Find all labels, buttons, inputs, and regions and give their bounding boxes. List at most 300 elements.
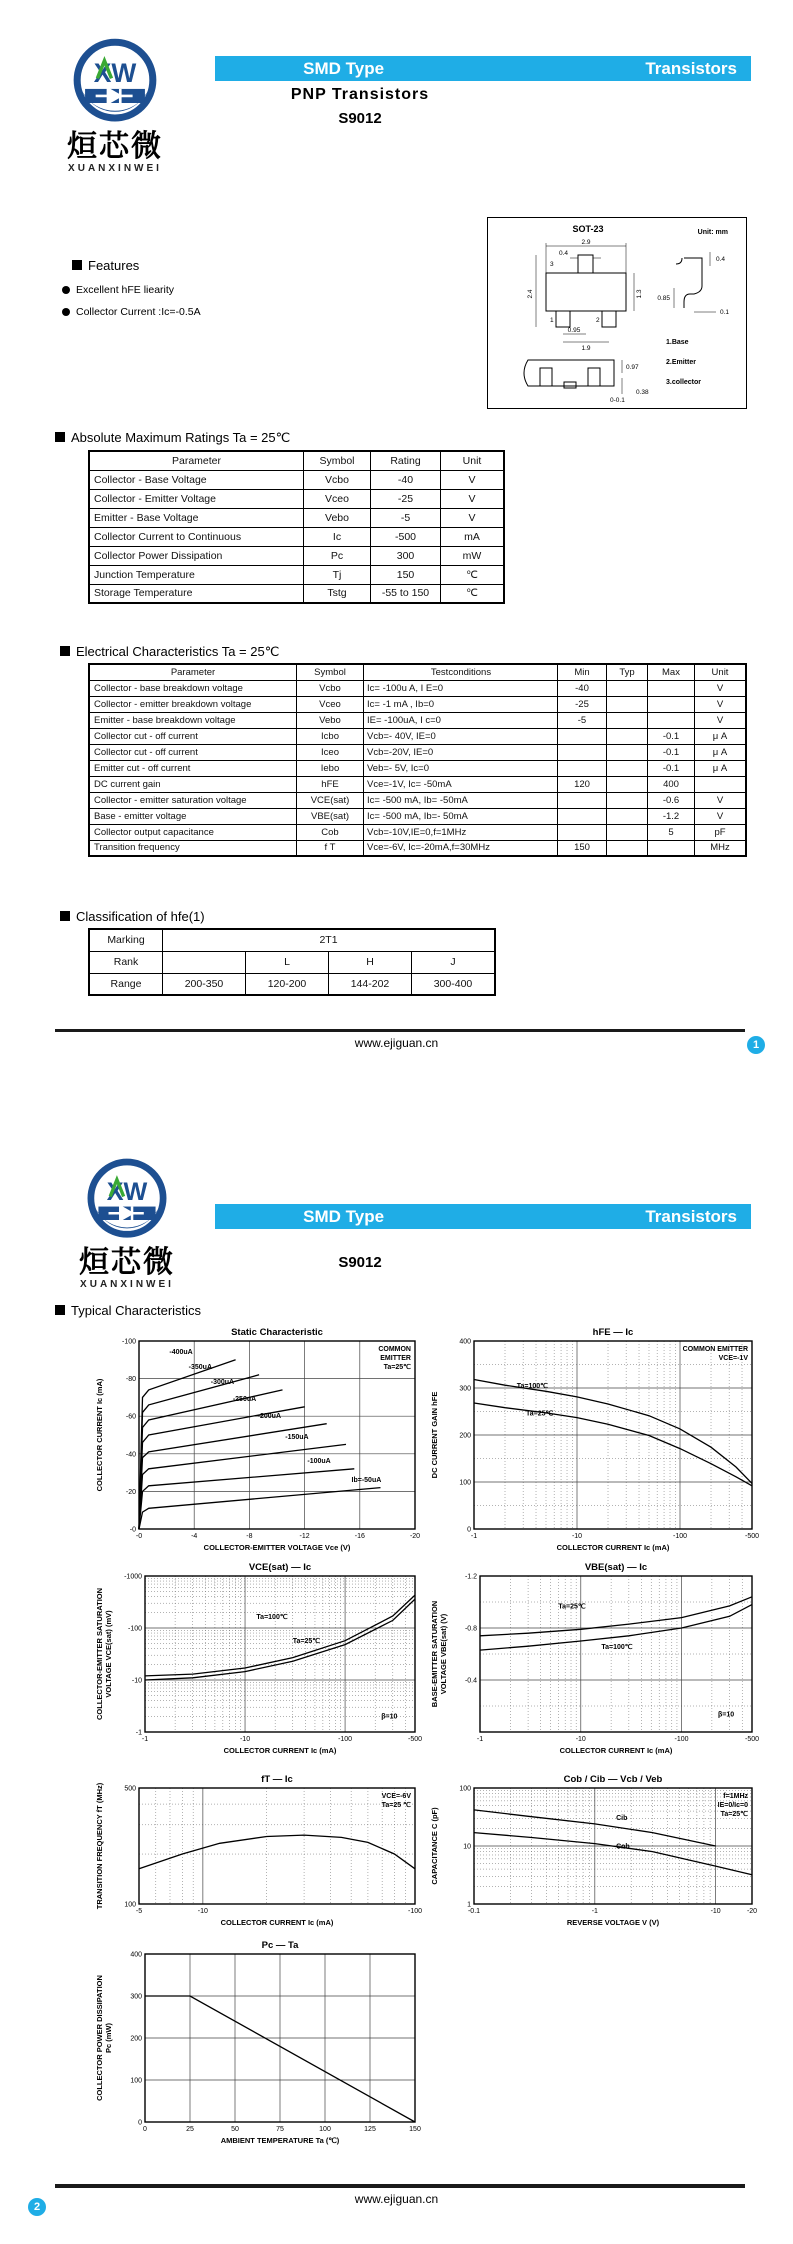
svg-text:200: 200	[130, 2035, 142, 2043]
electrical-characteristics-table	[88, 663, 747, 857]
table-cell	[607, 760, 648, 776]
table-cell: -55 to 150	[371, 584, 441, 603]
svg-text:DC CURRENT GAIN hFE: DC CURRENT GAIN hFE	[430, 1391, 439, 1479]
svg-text:-100: -100	[672, 1533, 688, 1540]
chart-vcesat-vs-ic	[95, 1560, 425, 1758]
chart-static-characteristic	[95, 1325, 425, 1555]
column-header: Symbol	[297, 664, 364, 680]
svg-text:100: 100	[124, 1901, 136, 1909]
elec-char-heading: Electrical Characteristics Ta = 25℃	[60, 644, 279, 660]
svg-text:-4: -4	[191, 1533, 198, 1540]
svg-text:1.Base: 1.Base	[666, 339, 689, 346]
svg-text:Ta=100℃: Ta=100℃	[256, 1613, 288, 1621]
table-cell: L	[246, 951, 329, 973]
classification-heading: Classification of hfe(1)	[60, 909, 205, 924]
brand-name-cn: 烜芯微	[67, 129, 163, 164]
table-row	[89, 973, 495, 995]
table-cell: V	[695, 712, 747, 728]
svg-text:2.Emitter: 2.Emitter	[666, 359, 696, 366]
footer-rule	[55, 2184, 745, 2188]
header-smd-type: SMD Type	[303, 1206, 385, 1226]
svg-text:0: 0	[138, 2119, 142, 2127]
table-cell	[558, 728, 607, 744]
svg-text:β=10: β=10	[718, 1711, 735, 1719]
table-cell: -5	[371, 508, 441, 527]
svg-text:-100: -100	[674, 1736, 689, 1743]
svg-text:2: 2	[596, 317, 600, 324]
table-cell: Vcb=- 40V, IE=0	[364, 728, 558, 744]
table-row	[89, 565, 504, 584]
table-cell	[558, 824, 607, 840]
table-cell	[607, 728, 648, 744]
chart-svg	[430, 1325, 762, 1555]
column-header: Parameter	[89, 664, 297, 680]
typical-characteristics-heading: Typical Characteristics	[55, 1303, 201, 1318]
svg-text:VCE=-6V: VCE=-6V	[381, 1793, 411, 1800]
table-cell: 150	[558, 840, 607, 856]
table-cell: 400	[648, 776, 695, 792]
column-header: Min	[558, 664, 607, 680]
svg-text:COLLECTOR-EMITTER VOLTAGE Vc: COLLECTOR-EMITTER VOLTAGE Vce (V)	[203, 1543, 351, 1552]
table-row	[89, 584, 504, 603]
chart-pc-vs-ta	[95, 1938, 425, 2148]
table-row	[89, 470, 504, 489]
table-cell: -0.6	[648, 792, 695, 808]
table-cell: 144-202	[329, 973, 412, 995]
svg-text:-10: -10	[131, 1677, 142, 1685]
table-cell: Collector Power Dissipation	[89, 546, 304, 565]
table-cell	[648, 712, 695, 728]
table-cell: Ic= -500 mA, Ib=- 50mA	[364, 808, 558, 824]
table-cell: μ A	[695, 760, 747, 776]
table-cell: MHz	[695, 840, 747, 856]
svg-text:10: 10	[463, 1843, 471, 1851]
svg-text:VOLTAGE VBE(sat) (V): VOLTAGE VBE(sat) (V)	[439, 1613, 448, 1695]
table-cell	[607, 840, 648, 856]
svg-text:100: 100	[319, 2126, 331, 2133]
svg-text:Ta=100℃: Ta=100℃	[516, 1383, 549, 1390]
chart-svg	[95, 1772, 425, 1930]
svg-text:-5: -5	[135, 1908, 143, 1915]
table-cell: Ic= -1 mA , Ib=0	[364, 696, 558, 712]
svg-text:-350uA: -350uA	[188, 1364, 213, 1372]
square-bullet-icon	[60, 646, 70, 656]
svg-text:0.97: 0.97	[626, 364, 639, 371]
table-cell: V	[695, 696, 747, 712]
table-cell	[607, 776, 648, 792]
chart-svg	[95, 1938, 425, 2148]
svg-text:VCE(sat) — Ic: VCE(sat) — Ic	[248, 1562, 312, 1573]
features-heading: Features	[72, 258, 139, 273]
svg-text:COLLECTOR CURRENT Ic (mA): COLLECTOR CURRENT Ic (mA)	[95, 1378, 104, 1492]
square-bullet-icon	[55, 1305, 65, 1315]
svg-text:COMMON EMITTER: COMMON EMITTER	[682, 1346, 748, 1353]
table-row	[89, 696, 746, 712]
svg-text:CAPACITANCE C (pF): CAPACITANCE C (pF)	[430, 1807, 439, 1885]
svg-text:500: 500	[124, 1785, 136, 1793]
table-cell: Collector cut - off current	[89, 744, 297, 760]
svg-text:-100: -100	[121, 1338, 136, 1346]
svg-text:f=1MHz: f=1MHz	[723, 1793, 748, 1800]
svg-text:1.3: 1.3	[636, 289, 643, 299]
doc-subtitle: PNP Transistors	[290, 86, 430, 103]
svg-text:Ta=25℃: Ta=25℃	[558, 1603, 586, 1611]
table-cell	[558, 792, 607, 808]
svg-text:400: 400	[459, 1338, 471, 1346]
svg-text:Ta=100℃: Ta=100℃	[601, 1643, 633, 1651]
svg-text:0-0.1: 0-0.1	[610, 397, 625, 404]
svg-text:1.9: 1.9	[581, 345, 591, 352]
footer-url: www.ejiguan.cn	[354, 2192, 439, 2206]
table-cell: Vceo	[297, 696, 364, 712]
table-cell: -40	[558, 680, 607, 696]
svg-text:-100uA: -100uA	[307, 1458, 331, 1466]
table-cell: -25	[558, 696, 607, 712]
table-cell: 150	[371, 565, 441, 584]
square-bullet-icon	[55, 432, 65, 442]
svg-text:TRANSITION FREQUENCY fT (M: TRANSITION FREQUENCY fT (MHz)	[95, 1782, 104, 1910]
svg-text:-200uA: -200uA	[257, 1413, 282, 1421]
table-cell	[558, 808, 607, 824]
table-cell: Ic= -100u A, I E=0	[364, 680, 558, 696]
table-cell: Vebo	[297, 712, 364, 728]
svg-text:25: 25	[186, 2126, 194, 2133]
svg-text:VCE=-1V: VCE=-1V	[718, 1355, 748, 1362]
svg-text:2.9: 2.9	[581, 239, 591, 246]
table-row	[89, 951, 495, 973]
svg-text:COLLECTOR CURRENT Ic (mA): COLLECTOR CURRENT Ic (mA)	[556, 1543, 670, 1552]
table-cell: Storage Temperature	[89, 584, 304, 603]
svg-text:-500: -500	[407, 1736, 423, 1743]
svg-text:Cob / Cib — Vcb / Veb: Cob / Cib — Vcb / Veb	[563, 1774, 663, 1785]
table-cell: mA	[441, 527, 505, 546]
column-header: Parameter	[89, 451, 304, 470]
table-row	[89, 546, 504, 565]
table-cell: Collector - emitter saturation voltage	[89, 792, 297, 808]
table-cell	[648, 680, 695, 696]
table-cell: Emitter - base breakdown voltage	[89, 712, 297, 728]
table-cell: -40	[371, 470, 441, 489]
svg-text:0.95: 0.95	[567, 327, 581, 334]
table-row	[89, 929, 495, 951]
svg-text:400: 400	[130, 1951, 142, 1959]
table-cell	[558, 744, 607, 760]
brand-name-en: XUANXINWEI	[68, 162, 162, 174]
table-cell: Cob	[297, 824, 364, 840]
table-cell: VCE(sat)	[297, 792, 364, 808]
header-bar	[215, 1204, 751, 1229]
svg-text:REVERSE VOLTAGE V (V): REVERSE VOLTAGE V (V)	[566, 1918, 660, 1927]
svg-text:Ib=-50uA: Ib=-50uA	[351, 1477, 382, 1484]
svg-text:SOT-23: SOT-23	[572, 224, 604, 234]
table-cell: IE= -100uA, I c=0	[364, 712, 558, 728]
svg-text:1: 1	[550, 317, 554, 324]
svg-text:150: 150	[409, 2126, 421, 2133]
table-cell: Collector output capacitance	[89, 824, 297, 840]
svg-text:-500: -500	[744, 1533, 760, 1540]
svg-text:-60: -60	[125, 1413, 136, 1421]
table-cell: Vce=-1V, Ic= -50mA	[364, 776, 558, 792]
svg-text:COLLECTOR POWER DISSIPATION: COLLECTOR POWER DISSIPATION	[95, 1975, 104, 2101]
svg-text:IE=0/Ic=0: IE=0/Ic=0	[717, 1802, 748, 1809]
svg-text:Cob: Cob	[616, 1843, 630, 1851]
header-smd-type: SMD Type	[303, 58, 385, 78]
table-cell: Collector cut - off current	[89, 728, 297, 744]
chart-svg	[95, 1325, 425, 1555]
table-cell: -500	[371, 527, 441, 546]
square-bullet-icon	[72, 260, 82, 270]
svg-text:Pc (mW): Pc (mW)	[104, 2023, 113, 2053]
table-cell: Pc	[304, 546, 371, 565]
svg-text:300: 300	[459, 1385, 471, 1393]
svg-text:VOLTAGE VCE(sat) (mV): VOLTAGE VCE(sat) (mV)	[104, 1610, 113, 1698]
svg-text:COLLECTOR CURRENT Ic (mA): COLLECTOR CURRENT Ic (mA)	[559, 1746, 673, 1755]
svg-text:-1.2: -1.2	[464, 1573, 477, 1581]
svg-text:-0.1: -0.1	[467, 1908, 481, 1915]
svg-text:Ta=25 ℃: Ta=25 ℃	[381, 1802, 411, 1809]
table-row	[89, 508, 504, 527]
table-cell	[607, 808, 648, 824]
svg-text:-150uA: -150uA	[285, 1433, 309, 1441]
svg-text:-0.4: -0.4	[464, 1677, 477, 1685]
svg-text:-10: -10	[571, 1533, 583, 1540]
logo-mark-icon	[85, 1156, 169, 1242]
table-row	[89, 680, 746, 696]
svg-text:-1: -1	[470, 1533, 478, 1540]
table-cell: Marking	[89, 929, 163, 951]
table-cell: 200-350	[163, 973, 246, 995]
svg-text:-20: -20	[125, 1488, 136, 1496]
table-cell: μ A	[695, 728, 747, 744]
table-cell: V	[695, 792, 747, 808]
footer-url: www.ejiguan.cn	[354, 1036, 439, 1050]
table-cell	[558, 760, 607, 776]
table-cell: Veb=- 5V, Ic=0	[364, 760, 558, 776]
table-cell: Emitter cut - off current	[89, 760, 297, 776]
table-cell	[607, 824, 648, 840]
absolute-maximum-ratings-table	[88, 450, 505, 604]
table-cell: Vceo	[304, 489, 371, 508]
svg-text:0: 0	[143, 2126, 147, 2133]
table-cell: 300	[371, 546, 441, 565]
table-cell: Collector - base breakdown voltage	[89, 680, 297, 696]
table-cell	[648, 840, 695, 856]
table-row	[89, 744, 746, 760]
table-cell: Vcb=-20V, IE=0	[364, 744, 558, 760]
part-number: S9012	[338, 1254, 382, 1271]
svg-text:-10: -10	[710, 1908, 721, 1915]
svg-text:0.38: 0.38	[636, 389, 649, 396]
brand-name-en: XUANXINWEI	[80, 1278, 174, 1290]
table-cell: Ic	[304, 527, 371, 546]
table-cell: Tstg	[304, 584, 371, 603]
svg-text:-1000: -1000	[124, 1573, 142, 1581]
package-svg	[488, 218, 744, 406]
table-cell	[695, 776, 747, 792]
table-cell: Range	[89, 973, 163, 995]
table-cell: DC current gain	[89, 776, 297, 792]
bullet-icon	[62, 308, 70, 316]
svg-text:Ta=25℃: Ta=25℃	[720, 1811, 748, 1818]
svg-text:-0: -0	[129, 1526, 136, 1534]
table-cell: Vce=-6V, Ic=-20mA,f=30MHz	[364, 840, 558, 856]
chart-hfe-vs-ic	[430, 1325, 762, 1555]
table-row	[89, 840, 746, 856]
chart-vbesat-vs-ic	[430, 1560, 762, 1758]
brand-name-cn: 烜芯微	[79, 1245, 175, 1280]
svg-text:VBE(sat) — Ic: VBE(sat) — Ic	[584, 1562, 648, 1573]
svg-text:0: 0	[467, 1526, 471, 1534]
table-cell: Tj	[304, 565, 371, 584]
chart-svg	[430, 1560, 762, 1758]
svg-text:COMMON: COMMON	[378, 1346, 411, 1353]
column-header: Unit	[695, 664, 747, 680]
table-row	[89, 489, 504, 508]
table-cell: 120	[558, 776, 607, 792]
table-cell	[607, 696, 648, 712]
table-cell: μ A	[695, 744, 747, 760]
header-transistors: Transistors	[645, 58, 737, 78]
bullet-icon	[62, 286, 70, 294]
svg-text:-8: -8	[246, 1533, 253, 1540]
table-cell: V	[441, 470, 505, 489]
svg-text:-80: -80	[125, 1376, 136, 1384]
svg-text:3: 3	[550, 261, 554, 268]
table-header-row	[89, 664, 746, 680]
table-cell: Collector - Base Voltage	[89, 470, 304, 489]
table-row	[89, 527, 504, 546]
table-cell: V	[695, 808, 747, 824]
table-cell: Ic= -500 mA, Ib= -50mA	[364, 792, 558, 808]
table-cell: Emitter - Base Voltage	[89, 508, 304, 527]
svg-text:-400uA: -400uA	[169, 1349, 193, 1357]
svg-text:β=10: β=10	[381, 1713, 398, 1721]
table-cell: -0.1	[648, 744, 695, 760]
svg-text:200: 200	[459, 1432, 471, 1440]
company-logo	[50, 36, 180, 174]
svg-text:-0: -0	[135, 1533, 143, 1540]
table-cell: 300-400	[412, 973, 496, 995]
table-cell: mW	[441, 546, 505, 565]
svg-text:100: 100	[459, 1785, 471, 1793]
column-header: Rating	[371, 451, 441, 470]
hfe-classification-table	[88, 928, 496, 996]
svg-text:EMITTER: EMITTER	[380, 1355, 411, 1362]
svg-text:-1: -1	[135, 1729, 142, 1737]
svg-text:Unit: mm: Unit: mm	[697, 229, 728, 236]
table-cell: 2T1	[163, 929, 496, 951]
svg-text:BASE-EMITTER SATURATION: BASE-EMITTER SATURATION	[430, 1600, 439, 1708]
svg-text:0.85: 0.85	[657, 295, 670, 302]
table-cell	[648, 696, 695, 712]
table-header-row	[89, 451, 504, 470]
chart-ft-vs-ic	[95, 1772, 425, 1930]
svg-text:-100: -100	[338, 1736, 353, 1743]
svg-text:Pc — Ta: Pc — Ta	[261, 1940, 299, 1951]
chart-svg	[95, 1560, 425, 1758]
svg-text:-16: -16	[354, 1533, 365, 1540]
feature-item: Collector Current :Ic=-0.5A	[62, 306, 201, 318]
table-cell: Vebo	[304, 508, 371, 527]
table-cell: Vcbo	[297, 680, 364, 696]
table-row	[89, 712, 746, 728]
table-cell: Iebo	[297, 760, 364, 776]
table-cell: Collector Current to Continuous	[89, 527, 304, 546]
table-cell	[607, 712, 648, 728]
logo-mark-icon	[71, 36, 159, 126]
svg-text:Ta=25℃: Ta=25℃	[292, 1637, 321, 1645]
svg-text:COLLECTOR-EMITTER SATURATION: COLLECTOR-EMITTER SATURATION	[95, 1587, 104, 1721]
svg-text:100: 100	[459, 1479, 471, 1487]
table-cell: H	[329, 951, 412, 973]
svg-text:-1: -1	[591, 1908, 598, 1915]
table-cell: -0.1	[648, 760, 695, 776]
svg-text:XW: XW	[106, 1177, 148, 1206]
svg-text:COLLECTOR CURRENT Ic (mA): COLLECTOR CURRENT Ic (mA)	[223, 1746, 337, 1755]
svg-text:Static Characteristic: Static Characteristic	[231, 1327, 323, 1338]
table-cell: V	[441, 489, 505, 508]
page-number-badge: 2	[28, 2198, 46, 2216]
feature-item: Excellent hFE liearity	[62, 284, 174, 296]
svg-text:2.4: 2.4	[527, 289, 534, 299]
chart-svg	[430, 1772, 762, 1930]
table-cell: Icbo	[297, 728, 364, 744]
package-outline-drawing	[487, 217, 747, 409]
svg-text:-40: -40	[125, 1451, 136, 1459]
svg-text:-20: -20	[409, 1533, 421, 1540]
svg-text:75: 75	[276, 2126, 284, 2133]
table-row	[89, 776, 746, 792]
table-row	[89, 760, 746, 776]
table-cell: hFE	[297, 776, 364, 792]
column-header: Symbol	[304, 451, 371, 470]
svg-text:-20: -20	[746, 1908, 758, 1915]
svg-text:-100: -100	[127, 1625, 142, 1633]
table-cell: V	[441, 508, 505, 527]
table-cell: 5	[648, 824, 695, 840]
svg-text:-0.8: -0.8	[464, 1625, 477, 1633]
column-header: Unit	[441, 451, 505, 470]
page-number-badge: 1	[747, 1036, 765, 1054]
column-header: Typ	[607, 664, 648, 680]
table-cell	[163, 951, 246, 973]
table-row	[89, 824, 746, 840]
table-cell: -5	[558, 712, 607, 728]
square-bullet-icon	[60, 911, 70, 921]
table-cell: pF	[695, 824, 747, 840]
chart-capacitance-vs-voltage	[430, 1772, 762, 1930]
table-cell: f T	[297, 840, 364, 856]
svg-text:3.collector: 3.collector	[666, 379, 702, 386]
table-cell: Collector - emitter breakdown voltage	[89, 696, 297, 712]
svg-text:-250uA: -250uA	[232, 1396, 257, 1404]
svg-text:0.4: 0.4	[558, 250, 568, 257]
svg-text:-10: -10	[197, 1908, 208, 1915]
svg-text:-500: -500	[744, 1736, 760, 1743]
table-cell	[607, 792, 648, 808]
table-row	[89, 728, 746, 744]
part-number: S9012	[338, 110, 382, 127]
table-cell: Iceo	[297, 744, 364, 760]
table-cell: ℃	[441, 584, 505, 603]
svg-text:hFE — Ic: hFE — Ic	[592, 1327, 634, 1338]
svg-text:-1: -1	[141, 1736, 149, 1743]
table-cell: -25	[371, 489, 441, 508]
table-cell: VBE(sat)	[297, 808, 364, 824]
svg-text:fT — Ic: fT — Ic	[261, 1774, 293, 1785]
svg-text:-10: -10	[239, 1736, 251, 1743]
table-row	[89, 808, 746, 824]
